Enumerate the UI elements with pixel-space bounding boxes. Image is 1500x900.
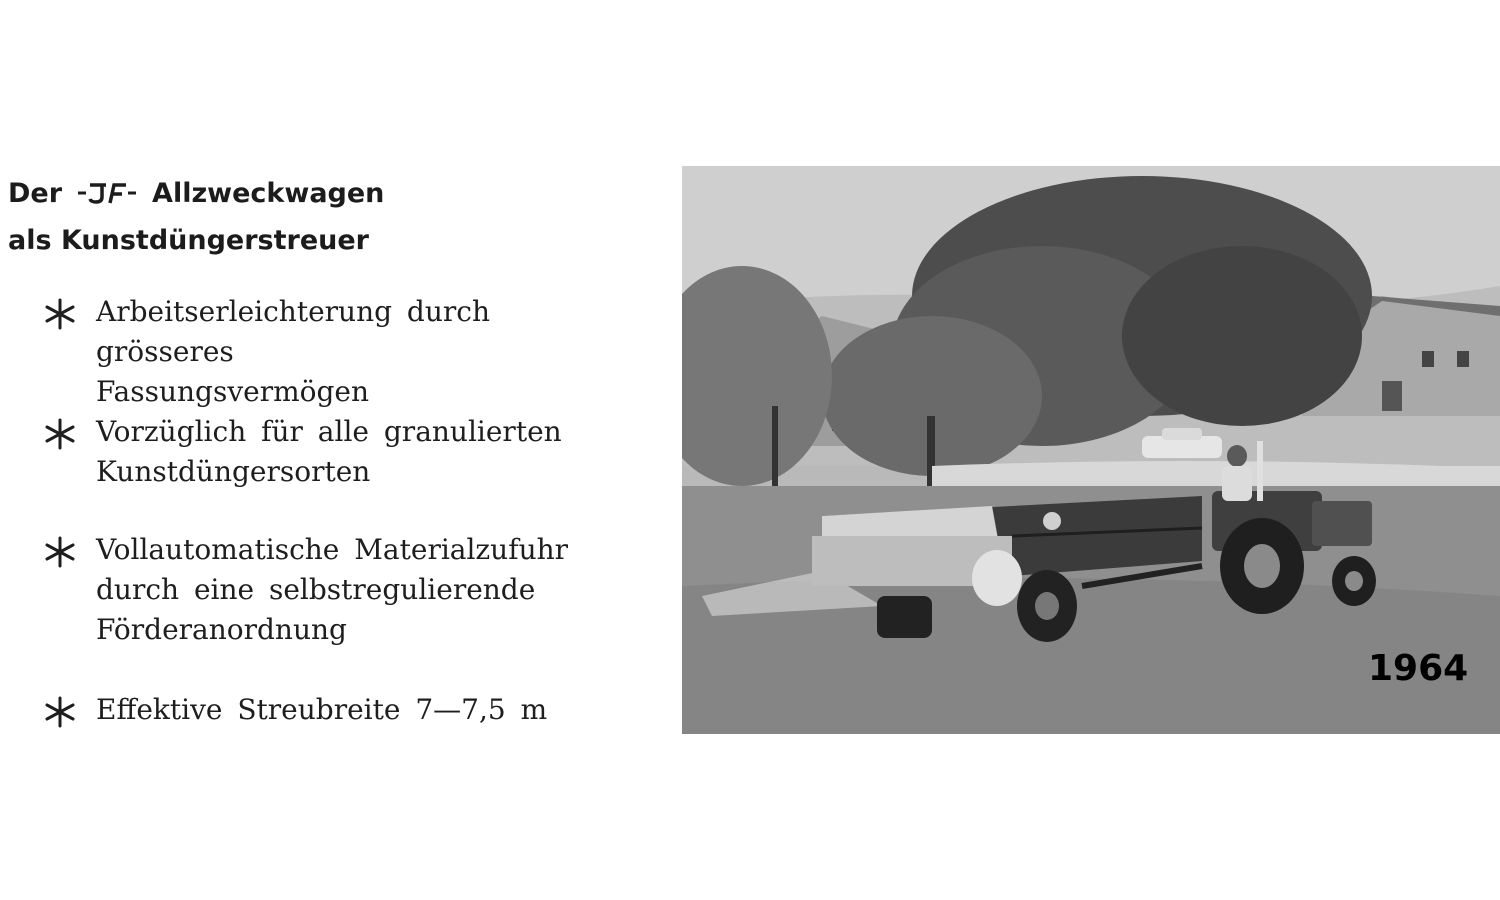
asterisk-icon (44, 536, 76, 568)
heading (8, 172, 384, 263)
list-item-text (96, 412, 636, 492)
list-item-line: Effektive Streubreite 7—7,5 m (96, 693, 548, 726)
list-item-text (96, 530, 636, 650)
list-item-line: Vorzüglich für alle granulierten (96, 415, 562, 448)
list-item-text (96, 292, 636, 412)
year-label: 1964 (1368, 648, 1469, 689)
heading-prefix: Der (8, 178, 63, 209)
jf-logo (76, 175, 138, 219)
asterisk-icon (44, 298, 76, 330)
list-item-line: Vollautomatische Materialzufuhr (96, 533, 569, 566)
asterisk-icon (44, 696, 76, 728)
list-item-line: durch eine selbstregulierende (96, 573, 536, 606)
list-item-text (96, 690, 636, 730)
heading-line-2: als Kunstdüngerstreuer (8, 225, 369, 256)
asterisk-icon (44, 418, 76, 450)
list-item-line: Fassungsvermögen (96, 375, 370, 408)
heading-suffix: Allzweckwagen (152, 178, 385, 209)
list-item-line: Kunstdüngersorten (96, 455, 371, 488)
heading-line-1 (8, 172, 384, 219)
tractor-photo (682, 166, 1500, 734)
list-item-line: Arbeitserleichterung durch grösseres (96, 295, 490, 368)
list-item-line: Förderanordnung (96, 613, 347, 646)
